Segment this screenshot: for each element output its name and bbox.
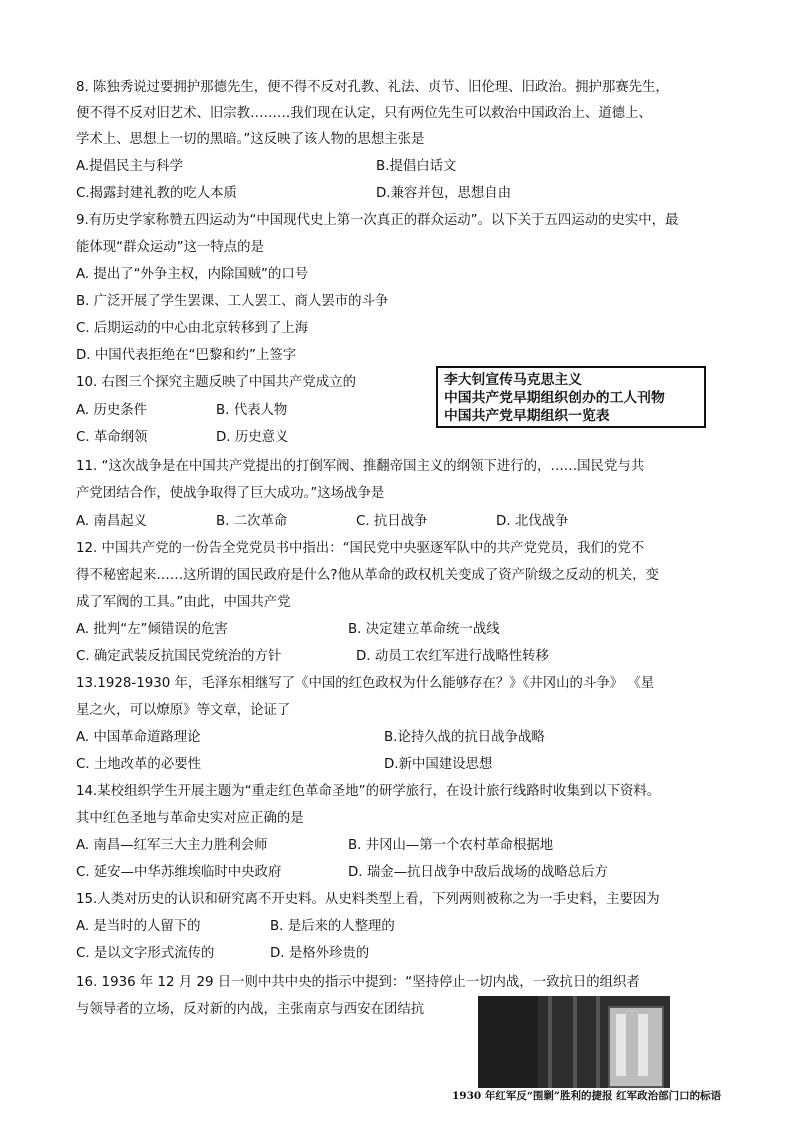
q10-option-a: A. 历史条件 [76, 403, 147, 418]
q8-option-a: A.提倡民主与科学 [76, 159, 183, 174]
q16-stem-line-2: 与领导者的立场，反对新的内战，主张南京与西安在团结抗 [76, 1002, 425, 1017]
q9-option-b: B. 广泛开展了学生罢课、工人罢工、商人罢市的斗争 [76, 294, 389, 309]
q10-topic-1: 李大钊宣传马克思主义 [444, 372, 582, 388]
q11-stem-line-1: 11. “这次战争是在中国共产党提出的打倒军阀、推翻帝国主义的纲领下进行的，……国民党与共 [76, 459, 645, 474]
q14-option-d: D. 瑞金—抗日战争中敌后战场的战略总后方 [348, 865, 608, 880]
q15-stem: 15.人类对历史的认识和研究离不开史料。从史料类型上看，下列两则被称之为一手史料，主要因为 [76, 892, 660, 907]
q14-stem-line-2: 其中红色圣地与革命史实对应正确的是 [76, 811, 304, 826]
q13-option-c: C. 土地改革的必要性 [76, 757, 201, 772]
q15-option-d: D. 是格外珍贵的 [270, 946, 370, 961]
q8-option-d: D.兼容并包，思想自由 [376, 186, 512, 201]
q9-stem-line-1: 9.有历史学家称赞五四运动为“中国现代史上第一次真正的群众运动”。以下关于五四运动的史实中，最 [76, 213, 679, 228]
q12-stem-line-3: 成了军阀的工具。”由此，中国共产党 [76, 595, 291, 610]
q16-stem-line-1: 16. 1936 年 12 月 29 日一则中共中央的指示中提到：“坚持停止一切内战，一致抗日的组织者 [76, 975, 640, 990]
q9-option-c: C. 后期运动的中心由北京转移到了上海 [76, 321, 309, 336]
q11-stem-line-2: 产党团结合作，使战争取得了巨大成功。”这场战争是 [76, 486, 385, 501]
q8-stem-line-1: 8. 陈独秀说过要拥护那德先生，便不得不反对孔教、礼法、贞节、旧伦理、旧政治。拥护那赛先生， [76, 80, 669, 95]
q8-option-c: C.揭露封建礼教的吃人本质 [76, 186, 237, 201]
q12-stem-line-1: 12. 中国共产党的一份告全党党员书中指出：“国民党中央驱逐军队中的共产党党员，我们的党不 [76, 541, 645, 556]
q14-option-a: A. 南昌—红军三大主力胜利会师 [76, 838, 268, 853]
q13-stem-line-1: 13.1928-1930 年，毛泽东相继写了《中国的红色政权为什么能够存在？》《井冈山的斗争》 《星 [76, 676, 655, 691]
q11-option-c: C. 抗日战争 [356, 514, 428, 529]
q13-stem-line-2: 星之火，可以燎原》等文章，论证了 [76, 703, 291, 718]
q12-option-a: A. 批判“左”倾错误的危害 [76, 622, 228, 637]
q9-option-a: A. 提出了“外争主权，内除国贼”的口号 [76, 267, 309, 282]
q11-option-b: B. 二次革命 [216, 514, 288, 529]
q10-option-d: D. 历史意义 [216, 430, 289, 445]
q15-option-b: B. 是后来的人整理的 [270, 919, 395, 934]
q9-option-d: D. 中国代表拒绝在“巴黎和约”上签字 [76, 348, 297, 363]
photo-caption: 1930 年红军反“围剿”胜利的捷报 红军政治部门口的标语 [452, 1090, 722, 1102]
q12-stem-line-2: 得不秘密起来……这所谓的国民政府是什么?他从革命的政权机关变成了资产阶级之反动的机关，变 [76, 568, 659, 583]
q14-option-c: C. 延安—中华苏维埃临时中央政府 [76, 865, 282, 880]
q12-option-b: B. 决定建立革命统一战线 [348, 622, 500, 637]
q10-stem: 10. 右图三个探究主题反映了中国共产党成立的 [76, 375, 356, 390]
q12-option-c: C. 确定武装反抗国民党统治的方针 [76, 649, 282, 664]
historical-photo [478, 996, 670, 1088]
q10-option-b: B. 代表人物 [216, 403, 288, 418]
q8-option-b: B.提倡白话文 [376, 159, 457, 174]
q10-option-c: C. 革命纲领 [76, 430, 148, 445]
q10-topic-3: 中国共产党早期组织一览表 [444, 408, 610, 424]
q14-option-b: B. 井冈山—第一个农村革命根据地 [348, 838, 554, 853]
q10-topic-2: 中国共产党早期组织创办的工人刊物 [444, 390, 665, 406]
q14-stem-line-1: 14.某校组织学生开展主题为“重走红色革命圣地”的研学旅行，在设计旅行线路时收集到以下资料。 [76, 784, 661, 799]
q15-option-c: C. 是以文字形式流传的 [76, 946, 215, 961]
q10-topic-box [436, 366, 706, 428]
q11-option-d: D. 北伐战争 [496, 514, 569, 529]
q13-option-a: A. 中国革命道路理论 [76, 730, 201, 745]
q13-option-d: D.新中国建设思想 [384, 757, 493, 772]
q12-option-d: D. 动员工农红军进行战略性转移 [356, 649, 549, 664]
q9-stem-line-2: 能体现“群众运动”这一特点的是 [76, 240, 264, 255]
q15-option-a: A. 是当时的人留下的 [76, 919, 201, 934]
q8-stem-line-2: 便不得不反对旧艺术、旧宗教………我们现在认定，只有两位先生可以救治中国政治上、道德上、 [76, 106, 652, 121]
q11-option-a: A. 南昌起义 [76, 514, 147, 529]
q8-stem-line-3: 学术上、思想上一切的黑暗。”这反映了该人物的思想主张是 [76, 132, 425, 147]
q13-option-b: B.论持久战的抗日战争战略 [384, 730, 545, 745]
